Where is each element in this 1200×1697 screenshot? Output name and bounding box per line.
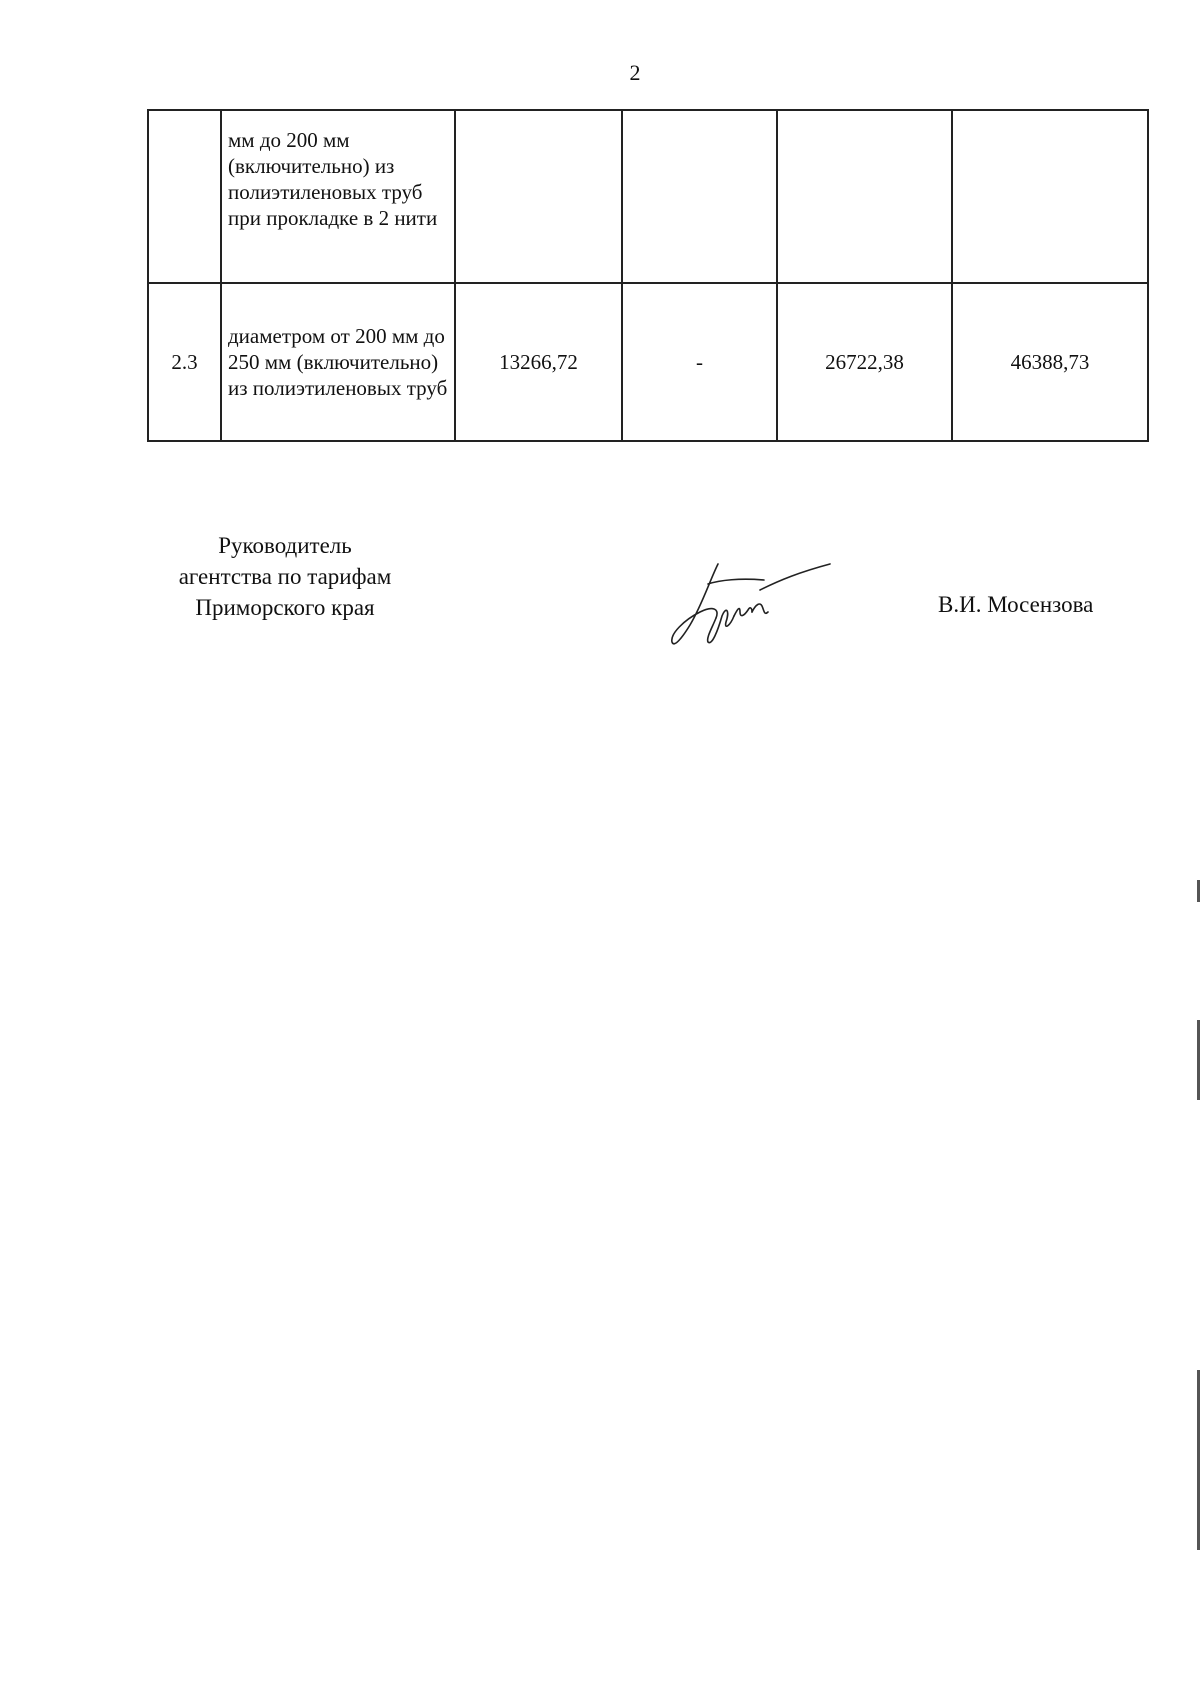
row-value-2 xyxy=(622,110,777,283)
row-description: диаметром от 200 мм до 250 мм (включительно) из полиэтиленовых труб xyxy=(221,283,455,441)
row-number: 2.3 xyxy=(148,283,221,441)
position-line: агентства по тарифам xyxy=(178,564,392,589)
table-row xyxy=(148,110,1148,283)
row-value-4 xyxy=(952,110,1148,283)
handwritten-signature-icon xyxy=(660,550,840,660)
position-line: Руководитель xyxy=(218,533,352,558)
table-row xyxy=(148,283,1148,441)
row-number xyxy=(148,110,221,283)
tariff-table xyxy=(147,109,1149,442)
row-value-3 xyxy=(777,110,952,283)
row-description: мм до 200 мм (включительно) из полиэтиленовых труб при прокладке в 2 нити xyxy=(221,110,455,283)
page-number: 2 xyxy=(629,60,641,85)
row-value-1 xyxy=(455,110,622,283)
signatory-position xyxy=(140,530,430,623)
position-line: Приморского края xyxy=(195,595,375,620)
row-value-1: 13266,72 xyxy=(455,283,622,441)
row-value-3: 26722,38 xyxy=(777,283,952,441)
signer-name: В.И. Мосензова xyxy=(938,592,1094,617)
row-value-4: 46388,73 xyxy=(952,283,1148,441)
row-value-2: - xyxy=(622,283,777,441)
